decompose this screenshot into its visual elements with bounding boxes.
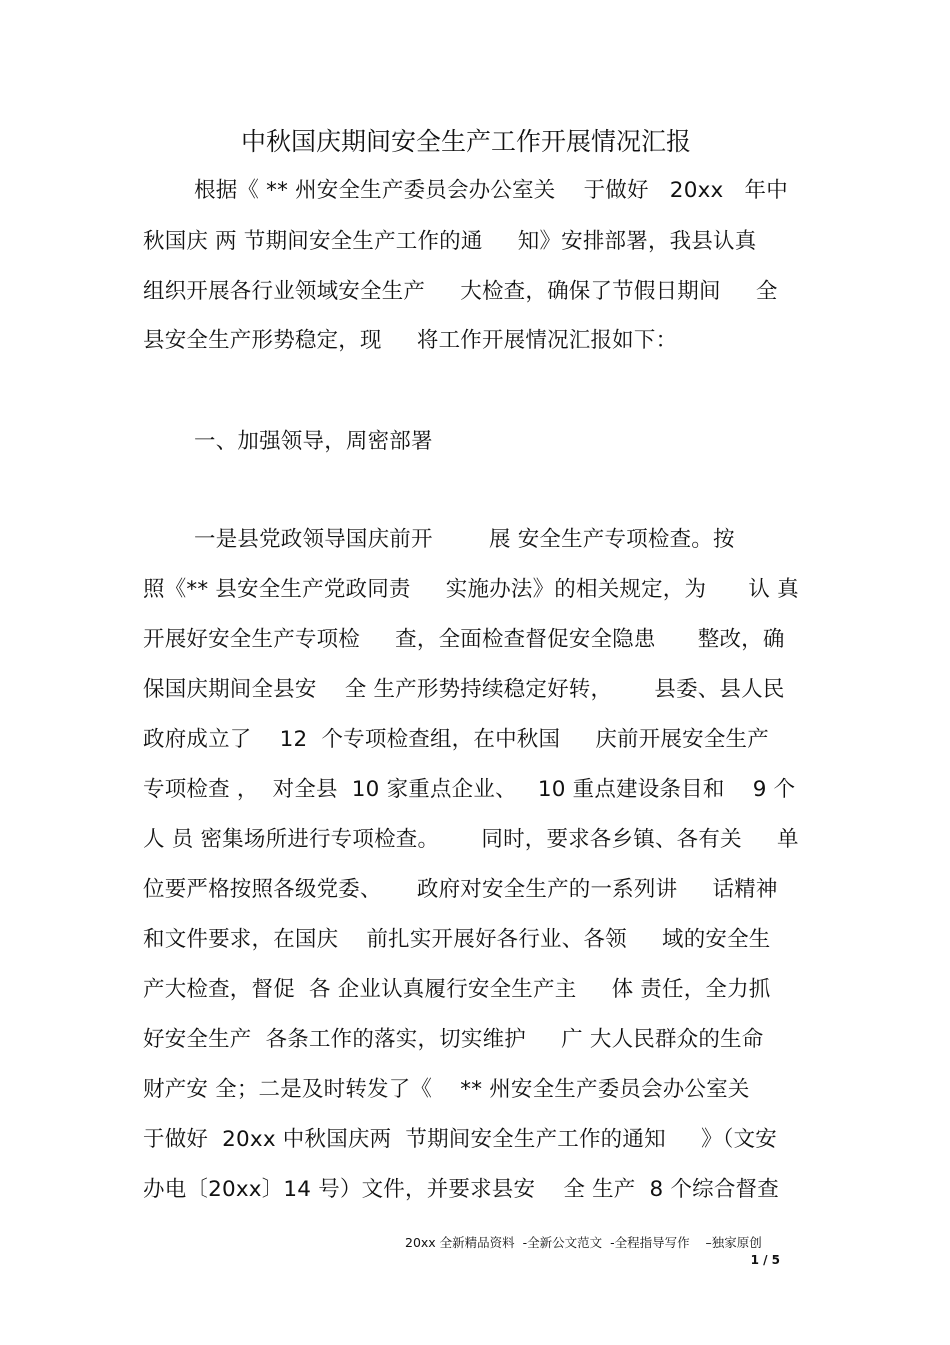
document-title: 中秋国庆期间安全生产工作开展情况汇报: [240, 127, 691, 156]
body-line-11: 好安全生产 各条工作的落实，切实维护 广 大人民群众的生命: [143, 1027, 764, 1052]
footer-tagline: 20xx 全新精品资料 -全新公文范文 -全程指导写作 –独家原创: [405, 1235, 762, 1250]
section-heading: 一、加强领导，周密部署: [194, 429, 433, 454]
intro-line-3: 组织开展各行业领域安全生产 大检查，确保了节假日期间 全: [143, 279, 778, 304]
body-line-4: 保国庆期间全县安 全 生产形势持续稳定好转， 县委、县人民: [143, 677, 785, 702]
page-number: 1 / 5: [750, 1253, 780, 1267]
body-line-6: 专项检查 ， 对全县 10 家重点企业、 10 重点建设条目和 9 个: [143, 777, 796, 802]
body-line-14: 办电〔20xx〕14 号）文件，并要求县安 全 生产 8 个综合督查: [143, 1177, 779, 1202]
intro-line-4: 县安全生产形势稳定，现 将工作开展情况汇报如下：: [143, 328, 678, 353]
body-line-1: 一是县党政领导国庆前开 展 安全生产专项检查。按: [194, 527, 735, 552]
intro-line-1: 根据《 ** 州安全生产委员会办公室关 于做好 20xx 年中: [194, 178, 788, 203]
body-line-13: 于做好 20xx 中秋国庆两 节期间安全生产工作的通知 》（文安: [143, 1127, 777, 1152]
body-line-7: 人 员 密集场所进行专项检查。 同时，要求各乡镇、各有关 单: [143, 827, 799, 852]
body-line-3: 开展好安全生产专项检 查，全面检查督促安全隐患 整改，确: [143, 627, 785, 652]
body-line-2: 照《** 县安全生产党政同责 实施办法》的相关规定，为 认 真: [143, 577, 799, 602]
body-line-5: 政府成立了 12 个专项检查组，在中秋国 庆前开展安全生产: [143, 727, 769, 752]
body-line-12: 财产安 全；二是及时转发了《 ** 州安全生产委员会办公室关: [143, 1077, 750, 1102]
intro-line-2: 秋国庆 两 节期间安全生产工作的通 知》安排部署，我县认真: [143, 229, 757, 254]
body-line-8: 位要严格按照各级党委、 政府对安全生产的一系列讲 话精神: [143, 877, 778, 902]
body-line-10: 产大检查，督促 各 企业认真履行安全生产主 体 责任，全力抓: [143, 977, 771, 1002]
body-line-9: 和文件要求，在国庆 前扎实开展好各行业、各领 域的安全生: [143, 927, 771, 952]
